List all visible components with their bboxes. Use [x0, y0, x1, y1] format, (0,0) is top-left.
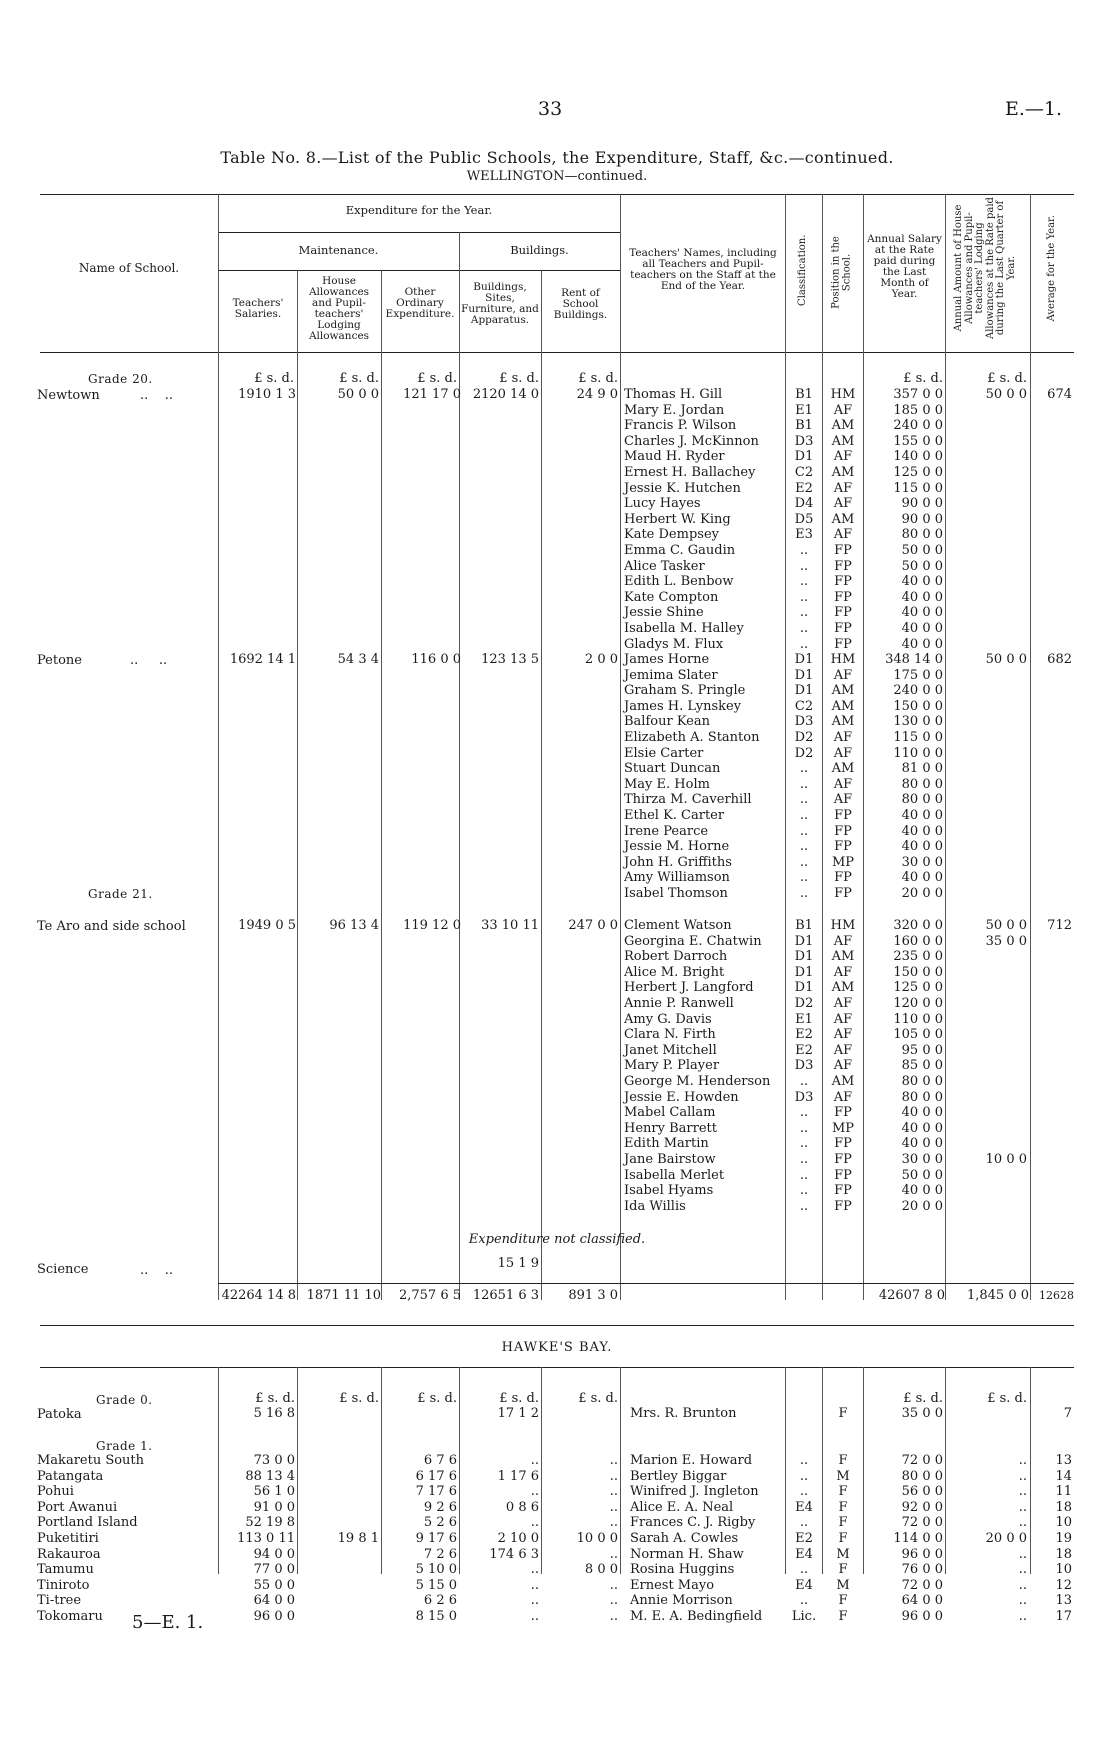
col-rule	[541, 270, 542, 1300]
teacher-salaries: 357 0 0 185 0 0 240 0 0 155 0 0 140 0 0 125 0 0 115 0 0 90 0 0 90 0 0 80 0 0 50 0 0 50 0 0 40 0 0 40 0 0 40 0 0 40 0 0 40 0 0	[893, 387, 943, 652]
total-other: 2,757 6 5	[398, 1288, 461, 1303]
col-header-classification: Classification.	[796, 234, 808, 306]
grade-label: Grade 21.	[88, 887, 153, 901]
units-label: £ s. d.	[254, 371, 294, 386]
col-header-average: Average for the Year.	[1045, 215, 1057, 322]
grade-label: Grade 0.	[96, 1393, 153, 1407]
cell-salaries: 1692 14 1	[229, 652, 296, 667]
total-average: 12628	[1039, 1289, 1074, 1302]
col-rule	[620, 1367, 621, 1574]
total-annual: 1,845 0 0	[966, 1288, 1029, 1303]
teacher-positions: F M F F F F M F M F F	[836, 1453, 850, 1624]
cell-average: 674	[1047, 387, 1072, 402]
cell-other: 121 17 0	[403, 387, 461, 402]
col-header-house: House Allowances and Pupil-teachers' Lodging Allowances	[308, 275, 370, 342]
col-header-expenditure: Expenditure for the Year.	[345, 203, 493, 217]
leader-dots: .. ..	[130, 653, 168, 668]
col-header-buildings: Buildings.	[510, 243, 569, 257]
units-label: £ s. d.	[578, 1391, 618, 1406]
units-label: £ s. d.	[255, 1391, 295, 1406]
teacher-names: Thomas H. Gill Mary E. Jordan Francis P. Wilson Charles J. McKinnon Maud H. Ryder Ernest H. Ballachey Jessie K. Hutchen Lucy Hayes Herbert W. King Kate Dempsey Emma C. Gaudin Alice Tasker Edith L. Benbow Kate Compton Jessie Shine Isabella M. Halley Gladys M. Flux	[624, 387, 759, 652]
units-label: £ s. d.	[987, 1391, 1027, 1406]
document-reference: E.—1.	[1004, 98, 1062, 120]
teacher-salaries: 35 0 0	[901, 1406, 943, 1421]
cell-annual: .. .. .. .. .. 20 0 0 .. .. .. .. ..	[985, 1453, 1027, 1624]
school-name: Science	[37, 1262, 89, 1277]
teacher-classifications: B1 E1 B1 D3 D1 C2 E2 D4 D5 E3 .. .. .. .. .. .. ..	[794, 387, 814, 652]
page-footer: 5—E. 1.	[132, 1612, 204, 1633]
col-rule	[620, 194, 621, 1300]
units-label: £ s. d.	[578, 371, 618, 386]
col-header-bsites: Buildings, Sites, Furniture, and Apparatus.	[461, 281, 539, 326]
cell-average: 712	[1047, 918, 1072, 933]
cell-bsites: .. 1 17 6 .. 0 8 6 .. 2 10 0 174 6 3 .. .. .. ..	[489, 1453, 539, 1624]
col-rule	[1030, 194, 1031, 1300]
teacher-names: Mrs. R. Brunton	[630, 1406, 737, 1421]
col-header-salary: Annual Salary at the Rate paid during the Last Month of Year.	[867, 233, 942, 300]
teacher-positions: F	[838, 1406, 848, 1421]
teacher-classifications: .. .. .. E4 .. E2 E4 .. E4 .. Lic.	[791, 1453, 817, 1624]
col-rule	[541, 1367, 542, 1574]
cell-rent: 24 9 0	[576, 387, 618, 402]
col-rule	[381, 270, 382, 1300]
cell-rent: 2 0 0	[584, 652, 618, 667]
cell-house: 19 8 1	[337, 1531, 379, 1546]
cell-rent: 247 0 0	[568, 918, 618, 933]
cell-bsites: 33 10 11	[481, 918, 539, 933]
page-number: 33	[538, 98, 563, 120]
col-rule	[297, 270, 298, 1300]
col-header-annual: Annual Amount of House Allowances and Pupil-teachers' Lodging Allowances at the Rate paid during the Last Quarter of Year.	[953, 197, 1017, 339]
leader-dots: .. ..	[140, 388, 174, 403]
cell-bsites: 15 1 9	[497, 1256, 539, 1271]
teacher-classifications: D1 D1 D1 C2 D3 D2 D2 .. .. .. .. .. .. .. .. ..	[794, 652, 814, 901]
col-rule	[945, 1367, 946, 1574]
cell-annual: 50 0 0	[985, 387, 1027, 402]
teacher-salaries: 320 0 0 160 0 0 235 0 0 150 0 0 125 0 0 120 0 0 110 0 0 105 0 0 95 0 0 85 0 0 80 0 0 80 0 0 40 0 0 40 0 0 40 0 0 30 0 0 50 0 0 40 0 0 20 0 0	[893, 918, 943, 1214]
total-house: 1871 11 10	[306, 1288, 381, 1303]
col-rule	[863, 194, 864, 1300]
units-label: £ s. d.	[339, 371, 379, 386]
school-name: Petone	[37, 653, 82, 668]
teacher-names: James Horne Jemima Slater Graham S. Pringle James H. Lynskey Balfour Kean Elizabeth A. Stanton Elsie Carter Stuart Duncan May E. Holm Thirza M. Caverhill Ethel K. Carter Irene Pearce Jessie M. Horne John H. Griffiths Amy Williamson Isabel Thomson	[624, 652, 760, 901]
region-subtitle: WELLINGTON—continued.	[466, 169, 648, 184]
region-subtitle: HAWKE'S BAY.	[501, 1340, 613, 1355]
teacher-names: Marion E. Howard Bertley Biggar Winifred J. Ingleton Alice E. A. Neal Frances C. J. Rigby Sarah A. Cowles Norman H. Shaw Rosina Huggins Ernest Mayo Annie Morrison M. E. A. Bedingfield	[630, 1453, 763, 1624]
col-header-position: Position in the School.	[830, 236, 852, 309]
col-rule	[381, 1367, 382, 1574]
col-header-name: Name of School.	[78, 261, 180, 275]
teacher-positions: HM AF AM AM AF AM AF AF AM AF FP FP FP FP FP FP FP	[830, 387, 856, 652]
col-header-rent: Rent of School Buildings.	[553, 287, 608, 321]
cell-average: 7	[1063, 1406, 1072, 1421]
cell-house: 54 3 4	[337, 652, 379, 667]
total-teacher-salaries: 42607 8 0	[878, 1288, 945, 1303]
maintenance-rule	[218, 270, 620, 271]
cell-annual: 50 0 0 35 0 0	[985, 918, 1027, 949]
col-rule	[945, 194, 946, 1300]
units-label: £ s. d.	[987, 371, 1027, 386]
leader-dots: .. ..	[140, 1263, 174, 1278]
grade-label: Grade 20.	[88, 372, 153, 386]
col-rule	[218, 194, 219, 1300]
teacher-classifications: B1 D1 D1 D1 D1 D2 E1 E2 E2 D3 .. D3 .. .. .. .. .. .. ..	[794, 918, 814, 1214]
teacher-positions: HM AF AM AM AM AF AF AM AF AF FP FP FP MP FP FP	[830, 652, 856, 901]
cell-bsites: 17 1 2	[497, 1406, 539, 1421]
col-header-other: Other Ordinary Expenditure.	[385, 286, 455, 320]
teacher-positions: HM AF AM AF AM AF AF AF AF AF AM AF FP MP FP FP FP FP FP	[830, 918, 856, 1214]
school-name: Te Aro and side school	[37, 919, 186, 934]
header-top-rule	[40, 194, 1074, 195]
school-name: Patoka	[37, 1407, 82, 1422]
school-name: Newtown	[37, 388, 100, 403]
cell-average: 682	[1047, 652, 1072, 667]
cell-bsites: 123 13 5	[481, 652, 539, 667]
cell-annual: 50 0 0	[985, 652, 1027, 667]
school-names: Makaretu South Patangata Pohui Port Awanui Portland Island Puketitiri Rakauroa Tamumu Tiniroto Ti-tree Tokomaru	[37, 1453, 145, 1624]
grade-label: Grade 1.	[96, 1439, 153, 1453]
col-header-maintenance: Maintenance.	[298, 243, 379, 257]
cell-annual: 10 0 0	[985, 1152, 1027, 1167]
units-label: £ s. d.	[499, 371, 539, 386]
cell-average: 13 14 11 18 10 19 18 10 12 13 17	[1055, 1453, 1072, 1624]
total-rent: 891 3 0	[568, 1288, 618, 1303]
teacher-salaries: 348 14 0 175 0 0 240 0 0 150 0 0 130 0 0 115 0 0 110 0 0 81 0 0 80 0 0 80 0 0 40 0 0 40 0 0 40 0 0 30 0 0 40 0 0 20 0 0	[885, 652, 943, 901]
cell-house: 50 0 0	[337, 387, 379, 402]
units-label: £ s. d.	[903, 1391, 943, 1406]
col-header-salaries: Teachers' Salaries.	[232, 297, 284, 320]
cell-salaries: 1949 0 5	[238, 918, 296, 933]
cell-other: 116 0 0	[411, 652, 461, 667]
units-label: £ s. d.	[417, 371, 457, 386]
totals-rule	[218, 1283, 1074, 1284]
teacher-salaries: 72 0 0 80 0 0 56 0 0 92 0 0 72 0 0 114 0 0 96 0 0 76 0 0 72 0 0 64 0 0 96 0 0	[893, 1453, 943, 1624]
col-rule	[297, 1367, 298, 1574]
units-label: £ s. d.	[417, 1391, 457, 1406]
cell-rent: .. .. .. .. .. 10 0 0 .. 8 0 0 .. .. ..	[576, 1453, 618, 1624]
cell-bsites: 2120 14 0	[472, 387, 539, 402]
total-bsites: 12651 6 3	[472, 1288, 539, 1303]
units-label: £ s. d.	[903, 371, 943, 386]
units-label: £ s. d.	[499, 1391, 539, 1406]
expenditure-rule	[218, 232, 620, 233]
total-salaries: 42264 14 8	[221, 1288, 296, 1303]
teacher-names: Clement Watson Georgina E. Chatwin Robert Darroch Alice M. Bright Herbert J. Langford Annie P. Ranwell Amy G. Davis Clara N. Firth Janet Mitchell Mary P. Player George M. Henderson Jessie E. Howden Mabel Callam Henry Barrett Edith Martin Jane Bairstow Isabella Merlet Isabel Hyams Ida Willis	[624, 918, 771, 1214]
cell-other: 6 7 6 6 17 6 7 17 6 9 2 6 5 2 6 9 17 6 7 2 6 5 10 0 5 15 0 6 2 6 8 15 0	[415, 1453, 457, 1624]
cell-salaries: 5 16 8	[253, 1406, 295, 1421]
units-label: £ s. d.	[339, 1391, 379, 1406]
header-bottom-rule	[40, 352, 1074, 353]
cell-house: 96 13 4	[329, 918, 379, 933]
not-classified-note: Expenditure not classified.	[468, 1232, 646, 1247]
cell-salaries: 1910 1 3	[238, 387, 296, 402]
cell-other: 119 12 0	[403, 918, 461, 933]
hb-top-rule	[40, 1367, 1074, 1368]
col-rule	[863, 1367, 864, 1574]
table-title: Table No. 8.—List of the Public Schools, the Expenditure, Staff, &c.—continued.	[220, 148, 894, 167]
section-end-rule	[40, 1325, 1074, 1326]
col-header-teachers: Teachers' Names, including all Teachers and Pupil-teachers on the Staff at the End of the Year.	[629, 247, 777, 292]
cell-salaries: 73 0 0 88 13 4 56 1 0 91 0 0 52 19 8 113 0 11 94 0 0 77 0 0 55 0 0 64 0 0 96 0 0	[237, 1453, 295, 1624]
